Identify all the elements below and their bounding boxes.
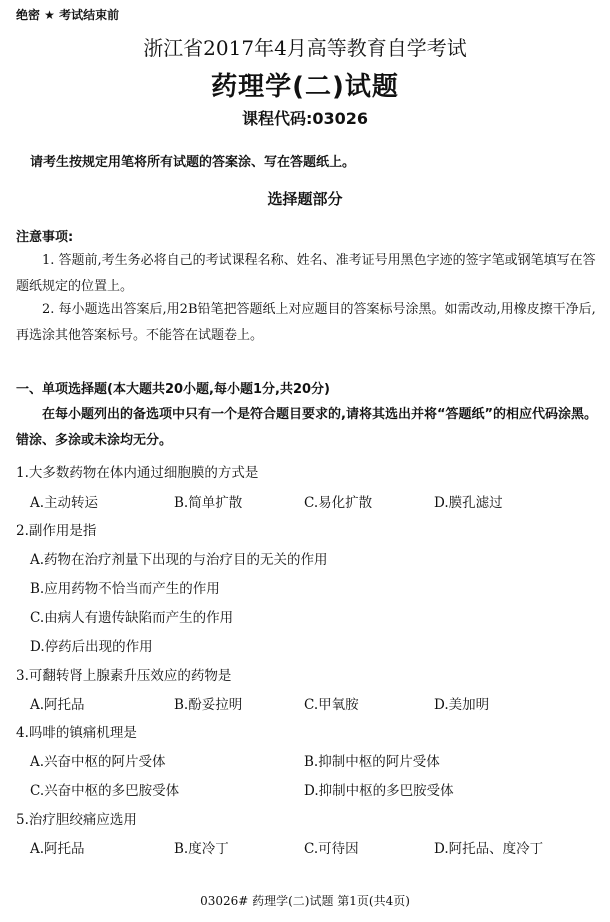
secret-mark: 绝密 ★ 考试结束前	[16, 8, 120, 22]
option: A.药物在治疗剂量下出现的与治疗目的无关的作用	[30, 552, 328, 568]
page-footer: 03026# 药理学(二)试题 第1页(共4页)	[200, 894, 410, 908]
notes-heading: 注意事项:	[16, 230, 74, 245]
question-stem: 3.可翻转肾上腺素升压效应的药物是	[16, 668, 232, 684]
option: A.阿托品	[30, 697, 85, 713]
question	[16, 808, 606, 864]
option: B.度冷丁	[174, 841, 229, 857]
option: D.膜孔滤过	[434, 495, 503, 511]
option: B.简单扩散	[174, 495, 243, 511]
question-stem: 1.大多数药物在体内通过细胞膜的方式是	[16, 465, 259, 481]
question	[16, 721, 606, 803]
subject-title: 药理学(二)试题	[211, 72, 399, 102]
option: C.兴奋中枢的多巴胺受体	[30, 783, 180, 799]
section-title: 选择题部分	[267, 190, 343, 208]
option: A.阿托品	[30, 841, 85, 857]
part-heading: 一、单项选择题(本大题共20小题,每小题1分,共20分)	[16, 382, 330, 397]
question-stem: 4.吗啡的镇痛机理是	[16, 725, 137, 741]
question	[16, 664, 606, 720]
option: D.停药后出现的作用	[30, 639, 153, 655]
part-instruction: 在每小题列出的备选项中只有一个是符合题目要求的,请将其选出并将“答题纸”的相应代码涂黑。错涂、多涂或未涂均无分。	[16, 407, 598, 448]
option: D.阿托品、度冷丁	[434, 841, 544, 857]
option: C.由病人有遗传缺陷而产生的作用	[30, 610, 234, 626]
option: C.可待因	[304, 841, 359, 857]
option: B.应用药物不恰当而产生的作用	[30, 581, 220, 597]
option: D.美加明	[434, 697, 490, 713]
question	[16, 519, 606, 659]
exam-title: 浙江省2017年4月高等教育自学考试	[143, 36, 467, 60]
option: B.酚妥拉明	[174, 697, 243, 713]
option: C.易化扩散	[304, 495, 373, 511]
answer-instruction: 请考生按规定用笔将所有试题的答案涂、写在答题纸上。	[30, 155, 356, 170]
option: C.甲氧胺	[304, 697, 359, 713]
question	[16, 461, 606, 517]
option: B.抑制中枢的阿片受体	[304, 754, 440, 770]
option: A.兴奋中枢的阿片受体	[30, 754, 166, 770]
course-code: 课程代码:03026	[241, 109, 369, 128]
question-stem: 5.治疗胆绞痛应选用	[16, 812, 137, 828]
note-item: 2. 每小题选出答案后,用2B铅笔把答题纸上对应题目的答案标号涂黑。如需改动,用橡皮擦干净后,再选涂其他答案标号。不能答在试题卷上。	[16, 302, 596, 343]
option: A.主动转运	[30, 495, 99, 511]
option: D.抑制中枢的多巴胺受体	[304, 783, 454, 799]
note-item: 1. 答题前,考生务必将自己的考试课程名称、姓名、准考证号用黑色字迹的签字笔或钢笔填写在答题纸规定的位置上。	[16, 253, 596, 294]
question-stem: 2.副作用是指	[16, 523, 97, 539]
